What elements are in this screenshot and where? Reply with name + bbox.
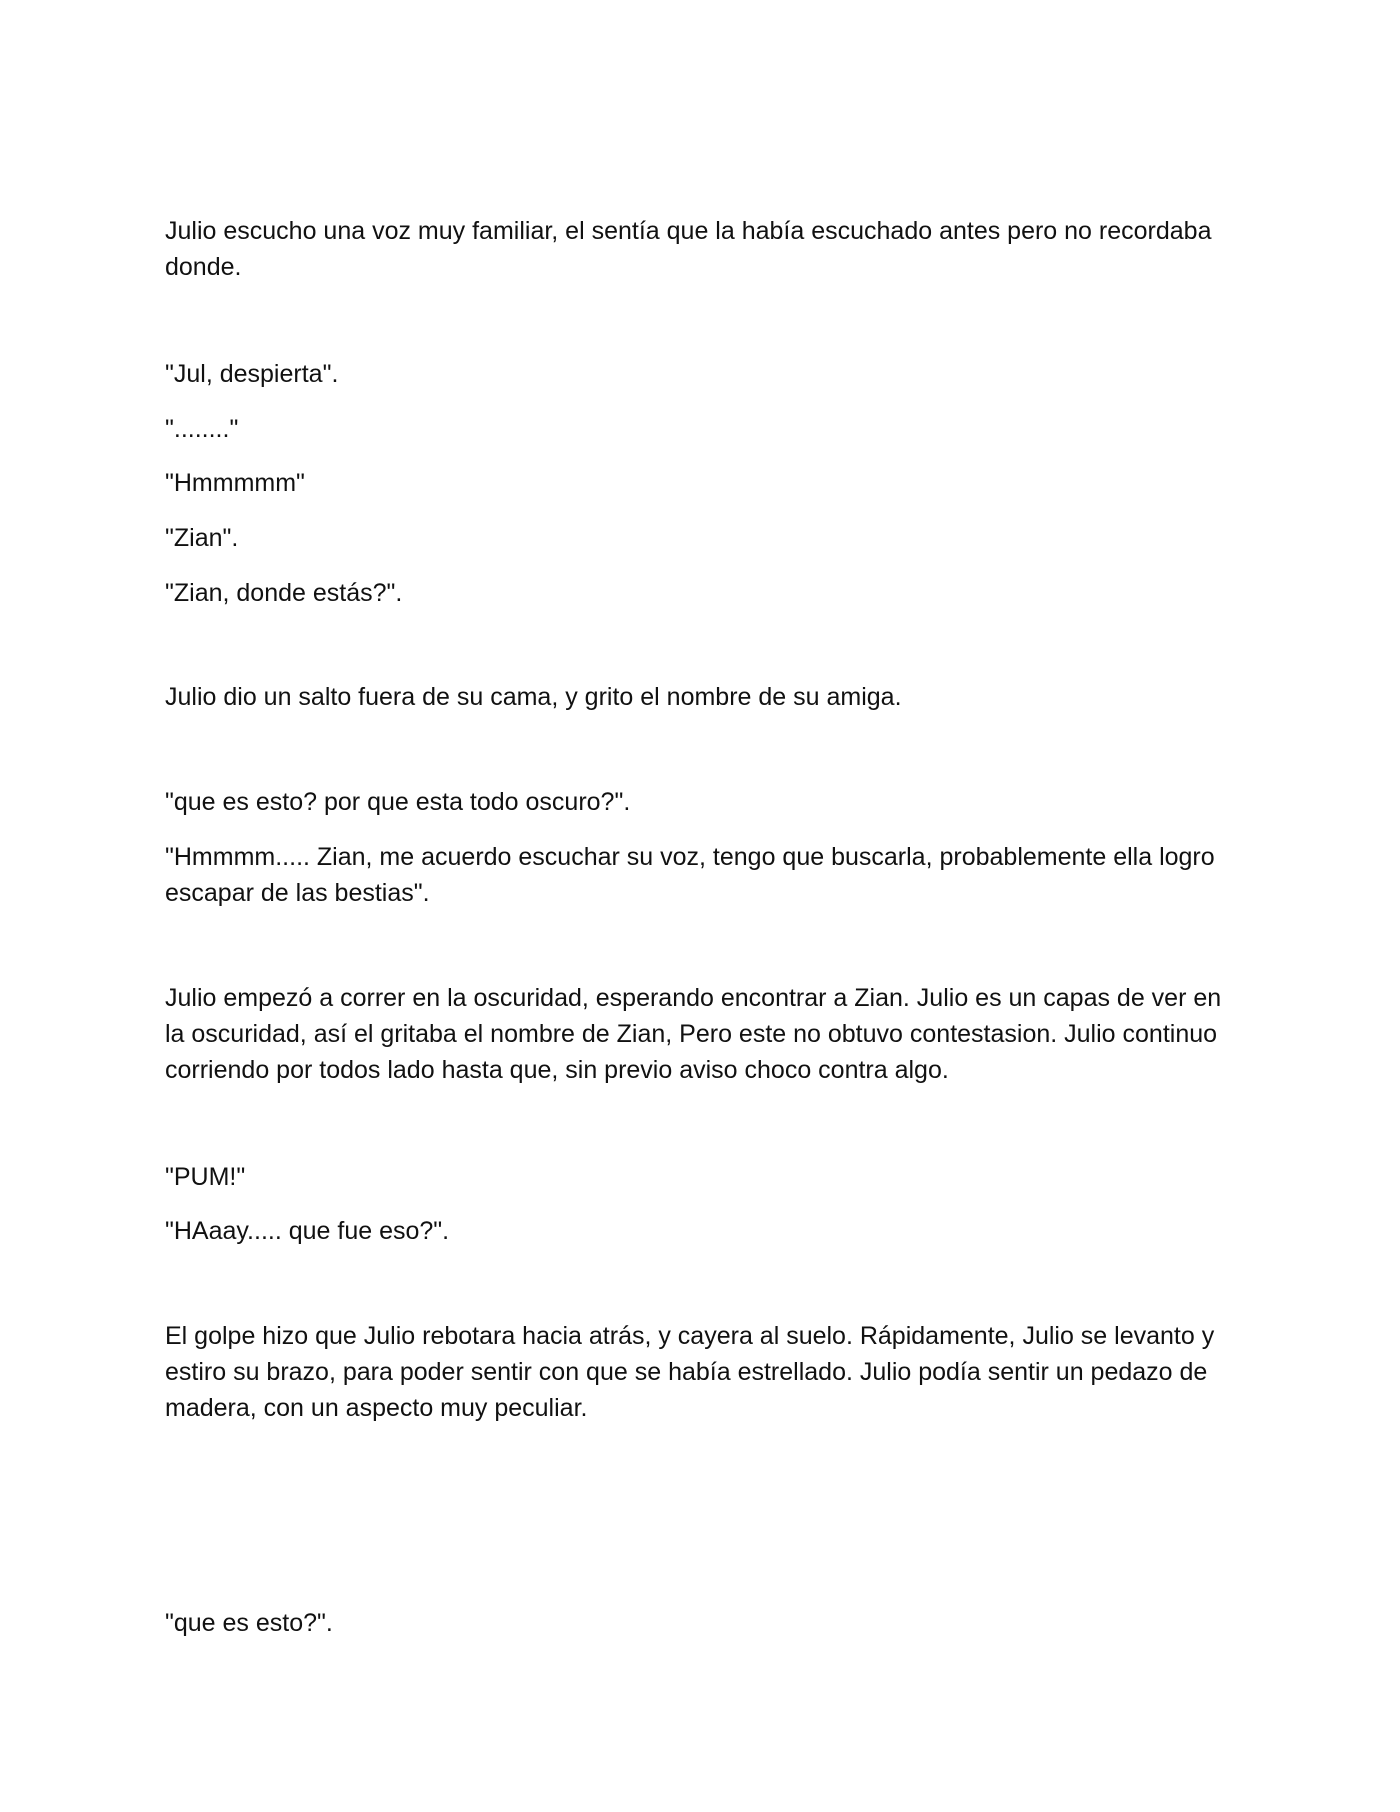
paragraph-narration-1: Julio escucho una voz muy familiar, el sentía que la había escuchado antes pero no recordaba donde. [165,217,1212,281]
dialogue-line-6: "que es esto? por que esta todo oscuro?". [165,788,631,816]
dialogue-line-10: "que es esto?". [165,1609,333,1637]
paragraph-narration-4: El golpe hizo que Julio rebotara hacia atrás, y cayera al suelo. Rápidamente, Julio se levanto y estiro su brazo, para poder sentir con que se había estrellado. Julio podía sentir un pedazo de madera, con un aspecto muy peculiar. [165,1322,1215,1422]
dialogue-line-7: "Hmmmm..... Zian, me acuerdo escuchar su voz, tengo que buscarla, probablemente ella logro escapar de las bestias". [165,843,1215,907]
dialogue-line-4: "Zian". [165,524,239,552]
dialogue-line-1: "Jul, despierta". [165,360,339,388]
dialogue-line-2: "........" [165,415,239,443]
dialogue-line-8: "PUM!" [165,1163,246,1191]
dialogue-line-5: "Zian, donde estás?". [165,579,403,607]
dialogue-line-3: "Hmmmmm" [165,469,305,497]
paragraph-narration-3: Julio empezó a correr en la oscuridad, esperando encontrar a Zian. Julio es un capas de ver en la oscuridad, así el gritaba el nombre de Zian, Pero este no obtuvo contestasion. Julio continuo corriendo por todos lado hasta que, sin previo aviso choco contra algo. [165,984,1222,1084]
dialogue-line-9: "HAaay..... que fue eso?". [165,1217,450,1245]
paragraph-narration-2: Julio dio un salto fuera de su cama, y grito el nombre de su amiga. [165,683,902,711]
